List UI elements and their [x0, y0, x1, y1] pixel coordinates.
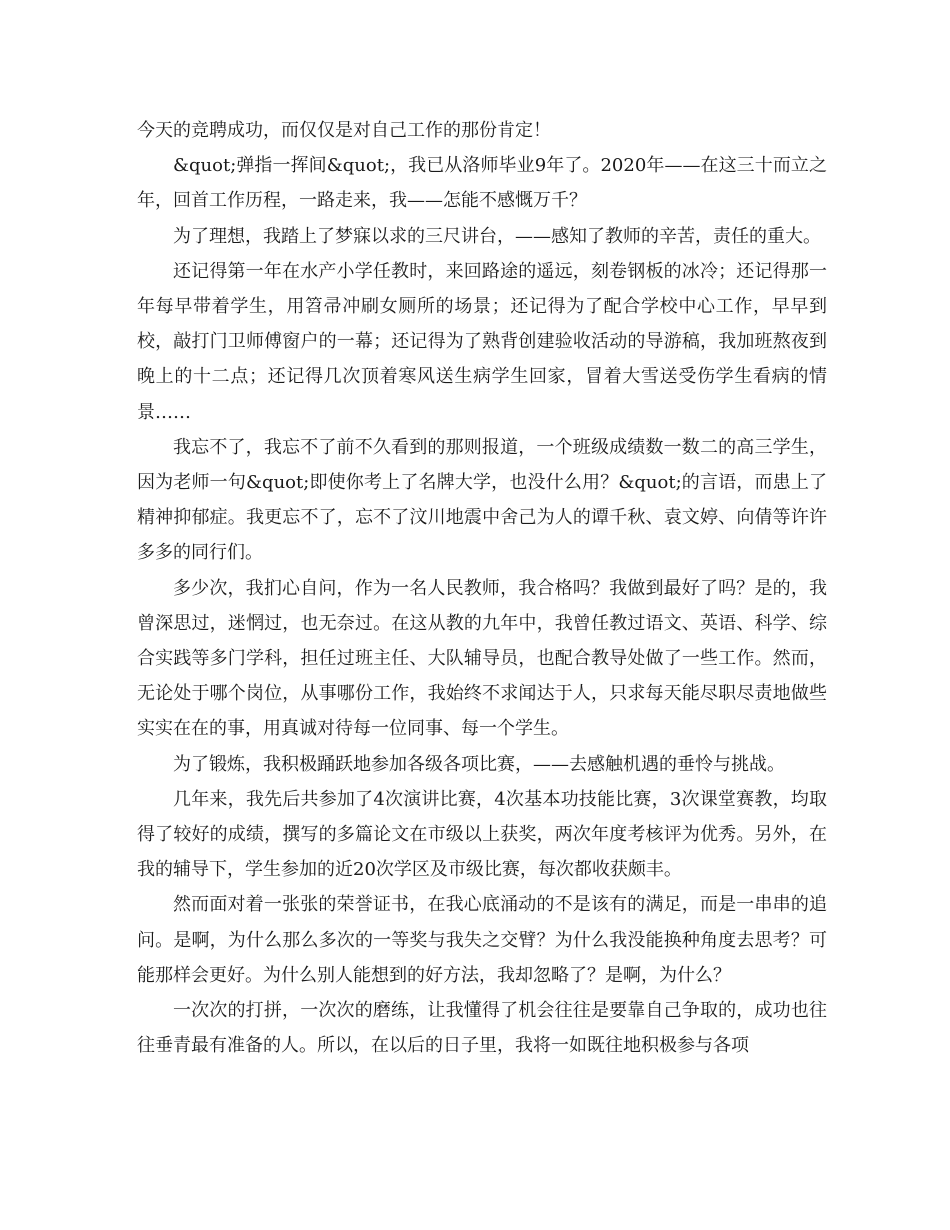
paragraph-6: 多少次，我扪心自问，作为一名人民教师，我合格吗？我做到最好了吗？是的，我曾深思过，迷惘过，也无奈过。在这从教的九年中，我曾任教过语文、英语、科学、综合实践等多门学科，担任过班主任、大队辅导员，也配合教导处做了一些工作。然而，无论处于哪个岗位，从事哪份工作，我始终不求闻达于人，只求每天能尽职尽责地做些实实在在的事，用真诚对待每一位同事、每一个学生。 — [137, 577, 827, 740]
paragraph-5: 我忘不了，我忘不了前不久看到的那则报道，一个班级成绩数一数二的高三学生，因为老师一句&quot;即使你考上了名牌大学，也没什么用？&quot;的言语，而患上了精神抑郁症。我更忘不了，忘不了汶川地震中舍己为人的谭千秋、袁文婷、向倩等许许多多的同行们。 — [137, 436, 827, 564]
document-body — [137, 113, 827, 1063]
paragraph-2: &quot;弹指一挥间&quot;，我已从洛师毕业9年了。2020年——在这三十而立之年，回首工作历程，一路走来，我——怎能不感慨万千？ — [137, 155, 827, 212]
paragraph-10: 一次次的打拼，一次次的磨练，让我懂得了机会往往是要靠自己争取的，成功也往往垂青最有准备的人。所以，在以后的日子里，我将一如既往地积极参与各项 — [137, 1000, 827, 1057]
paragraph-9: 然而面对着一张张的荣誉证书，在我心底涌动的不是该有的满足，而是一串串的追问。是啊，为什么那么多次的一等奖与我失之交臂？为什么我没能换种角度去思考？可能那样会更好。为什么别人能想到的好方法，我却忽略了？是啊，为什么？ — [137, 894, 827, 986]
paragraph-3: 为了理想，我踏上了梦寐以求的三尺讲台，——感知了教师的辛苦，责任的重大。 — [173, 225, 821, 247]
paragraph-8: 几年来，我先后共参加了4次演讲比赛，4次基本功技能比赛，3次课堂赛教，均取得了较好的成绩，撰写的多篇论文在市级以上获奖，两次年度考核评为优秀。另外，在我的辅导下，学生参加的近20次学区及市级比赛，每次都收获颇丰。 — [137, 788, 827, 881]
paragraph-1: 今天的竞聘成功，而仅仅是对自己工作的那份肯定！ — [137, 120, 551, 141]
paragraph-4: 还记得第一年在水产小学任教时，来回路途的遥远，刻卷钢板的冰冷；还记得那一年每早带着学生，用笤帚冲刷女厕所的场景；还记得为了配合学校中心工作，早早到校，敲打门卫师傅窗户的一幕；还记得为了熟背创建验收活动的导游稿，我加班熬夜到晚上的十二点；还记得几次顶着寒风送生病学生回家，冒着大雪送受伤学生看病的情景…… — [137, 260, 827, 423]
paragraph-7: 为了锻炼，我积极踊跃地参加各级各项比赛，——去感触机遇的垂怜与挑战。 — [173, 753, 785, 775]
